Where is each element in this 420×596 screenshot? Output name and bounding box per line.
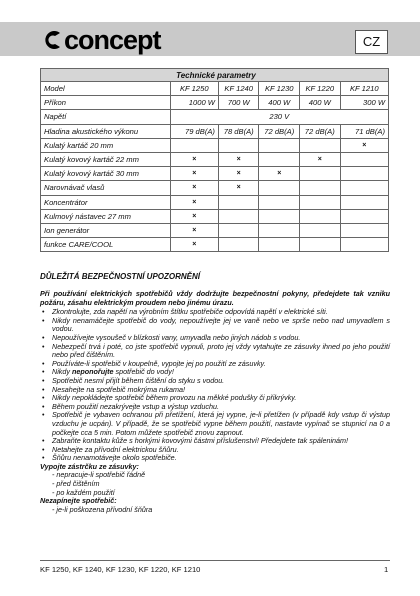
- table-cell: 78 dB(A): [218, 124, 259, 138]
- table-row: [41, 167, 389, 181]
- table-cell: 72 dB(A): [259, 124, 300, 138]
- table-cell: [259, 223, 300, 237]
- list-item: • Během použití nezakrývejte vstup a výstup vzduchu.: [40, 403, 390, 412]
- table-cell: [259, 138, 300, 152]
- list-item: - je-li poškozena přívodní šňůra: [52, 504, 153, 514]
- table-cell: [340, 152, 388, 166]
- table-cell: ×: [170, 152, 218, 166]
- safety-bullets: [40, 308, 390, 368]
- table-row: [41, 181, 389, 195]
- list-item: • Zkontrolujte, zda napětí na výrobním štítku spotřebiče odpovídá napětí v elektrické síti.: [40, 308, 390, 317]
- list-item: - po každém použití: [52, 487, 115, 497]
- table-cell: ×: [170, 181, 218, 195]
- table-cell: [300, 238, 341, 252]
- list-item: • Nikdy nepokládejte spotřebič během provozu na měkké podušky či přikrývky.: [40, 394, 390, 403]
- list-item: • Spotřebič je vybaven ochranou při přetížení, která jej vypne, je-li přetížen (v případě kdy vstup či výstup vzduchu je ucpán). V případě, že se spotřebič vypne během použití, nastavte vypínač se stupnicí na 0 a počkejte cca 5 min. Potom můžete spotřebič znovu zapnout.: [40, 411, 390, 437]
- table-cell: [340, 209, 388, 223]
- table-cell: [340, 167, 388, 181]
- table-row: [41, 238, 389, 252]
- table-cell: [340, 238, 388, 252]
- table-cell: [300, 181, 341, 195]
- row-label: Kulmový nástavec 27 mm: [41, 209, 171, 223]
- table-title: Technické parametry: [41, 69, 389, 82]
- table-row: [41, 209, 389, 223]
- row-label: Kulatý kovový kartáč 30 mm: [41, 167, 171, 181]
- footer-divider: [40, 560, 390, 561]
- language-badge: CZ: [355, 30, 388, 54]
- table-row: [41, 138, 389, 152]
- table-cell: [300, 167, 341, 181]
- list-item: • Nikdy neponořujte spotřebič do vody!: [40, 368, 390, 377]
- table-cell: 700 W: [218, 96, 259, 110]
- page-number: 1: [384, 565, 389, 574]
- row-label: Hladina akustického výkonu: [41, 124, 171, 138]
- safety-bullets-2: [40, 377, 390, 463]
- list-item: • Spotřebič nesmí přijít během čištění do styku s vodou.: [40, 377, 390, 386]
- table-row: [41, 223, 389, 237]
- table-cell: [300, 195, 341, 209]
- column-header: KF 1220: [300, 82, 341, 96]
- list-item: • Šňůru nenamotávejte okolo spotřebiče.: [40, 454, 390, 463]
- column-header: Model: [41, 82, 171, 96]
- list-item: • Nikdy nenamáčejte spotřebič do vody, nepoužívejte jej ve vaně nebo ve sprše nebo nad umyvadlem s vodou.: [40, 317, 390, 334]
- table-cell: 400 W: [259, 96, 300, 110]
- safety-intro: Při používání elektrických spotřebičů vždy dodržujte bezpečnostní pokyny, předejdete tak vzniku požáru, zásahu elektrickým proudem nebo jinému úrazu.: [40, 289, 390, 307]
- brand-name: concept: [64, 25, 161, 55]
- table-cell: [300, 138, 341, 152]
- list-item: • Nesahejte na spotřebič mokrýma rukama!: [40, 386, 390, 395]
- unplug-list: [40, 471, 390, 497]
- table-cell: 230 V: [170, 110, 388, 124]
- table-cell: 300 W: [340, 96, 388, 110]
- table-cell: [259, 238, 300, 252]
- table-cell: ×: [170, 209, 218, 223]
- table-cell: ×: [340, 138, 388, 152]
- row-label: Ion generátor: [41, 223, 171, 237]
- table-cell: [170, 138, 218, 152]
- list-item: • Zabraňte kontaktu kůže s horkými kovovými částmi příslušenství! Předejdete tak spáleninám!: [40, 437, 390, 446]
- table-cell: ×: [170, 238, 218, 252]
- table-cell: ×: [218, 152, 259, 166]
- row-label: Příkon: [41, 96, 171, 110]
- table-cell: 71 dB(A): [340, 124, 388, 138]
- technical-parameters-table: [40, 68, 389, 252]
- table-cell: [259, 181, 300, 195]
- brand-logo: [40, 26, 161, 54]
- table-cell: ×: [170, 223, 218, 237]
- column-header: KF 1210: [340, 82, 388, 96]
- list-item: - před čištěním: [52, 479, 100, 489]
- table-header-row: [41, 82, 389, 96]
- table-cell: [218, 138, 259, 152]
- emphasis: neponořujte: [71, 367, 114, 377]
- table-cell: ×: [218, 181, 259, 195]
- table-cell: [259, 195, 300, 209]
- table-cell: ×: [170, 195, 218, 209]
- list-item: - nepracuje-li spotřebič řádně: [52, 470, 146, 480]
- table-cell: [259, 209, 300, 223]
- concept-logo-icon: [40, 29, 62, 51]
- list-item: • Netahejte za přívodní elektrickou šňůru.: [40, 446, 390, 455]
- row-label: funkce CARE/COOL: [41, 238, 171, 252]
- table-cell: [300, 209, 341, 223]
- row-label: Koncentrátor: [41, 195, 171, 209]
- table-row: [41, 195, 389, 209]
- dont-use-heading: Nezapínejte spotřebič:: [40, 496, 117, 506]
- table-row: [41, 110, 389, 124]
- table-cell: [300, 223, 341, 237]
- row-label: Narovnávač vlasů: [41, 181, 171, 195]
- row-label: Kulatý kartáč 20 mm: [41, 138, 171, 152]
- table-cell: [259, 152, 300, 166]
- table-cell: [218, 209, 259, 223]
- table-cell: 400 W: [300, 96, 341, 110]
- row-label: Napětí: [41, 110, 171, 124]
- column-header: KF 1250: [170, 82, 218, 96]
- table-cell: ×: [218, 167, 259, 181]
- dont-use-list: [40, 506, 390, 515]
- table-row: [41, 152, 389, 166]
- unplug-heading: Vypojte zástrčku ze zásuvky:: [40, 461, 139, 471]
- column-header: KF 1230: [259, 82, 300, 96]
- safety-content: [40, 290, 390, 514]
- footer-models: KF 1250, KF 1240, KF 1230, KF 1220, KF 1210: [40, 565, 201, 574]
- column-header: KF 1240: [218, 82, 259, 96]
- table-cell: [218, 195, 259, 209]
- list-item: • Nepoužívejte vysoušeč v blízkosti vany, umyvadla nebo jiných nádob s vodou.: [40, 334, 390, 343]
- safety-title: DŮLEŽITÁ BEZPEČNOSTNÍ UPOZORNĚNÍ: [40, 272, 201, 281]
- table-cell: [340, 181, 388, 195]
- table-cell: [218, 223, 259, 237]
- table-row: [41, 124, 389, 138]
- table-cell: ×: [170, 167, 218, 181]
- table-cell: [340, 195, 388, 209]
- list-item: • Používáte-li spotřebič v koupelně, vypojte jej po použití ze zásuvky.: [40, 360, 390, 369]
- table-cell: 79 dB(A): [170, 124, 218, 138]
- table-row: [41, 96, 389, 110]
- table-cell: [218, 238, 259, 252]
- table-cell: 72 dB(A): [300, 124, 341, 138]
- table-cell: [340, 223, 388, 237]
- table-cell: 1000 W: [170, 96, 218, 110]
- list-item: • Nebezpečí trvá i poté, co jste spotřebič vypnuli, proto jej vždy vytahujte ze zásuvky ihned po jeho použití nebo před čištěním.: [40, 343, 390, 360]
- table-cell: ×: [259, 167, 300, 181]
- table-cell: ×: [300, 152, 341, 166]
- row-label: Kulatý kovový kartáč 22 mm: [41, 152, 171, 166]
